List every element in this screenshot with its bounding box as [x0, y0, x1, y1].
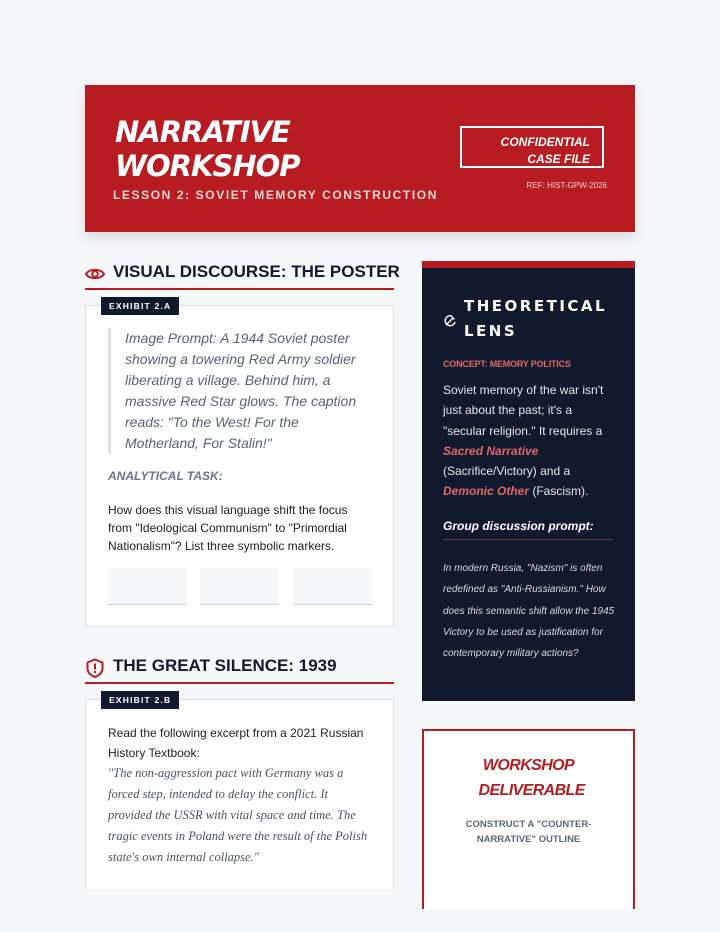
- lens-body-part-1: Soviet memory of the war isn't just about the past; it's a "secular religion." It requires a: [443, 383, 604, 438]
- hammer-sickle-icon: [443, 314, 457, 328]
- workshop-deliverable-card: [422, 729, 635, 909]
- textbook-excerpt: "The non-aggression pact with Germany was a forced step, intended to delay the conflict. It provided the USSR with vital space and time. The tragic events in Poland were the result of the Polish state's own internal collapse.": [108, 766, 368, 864]
- lens-body-part-2: (Sacrifice/Victory) and a: [443, 464, 571, 479]
- textbook-exhibit-card: [85, 699, 394, 889]
- eye-icon: [85, 264, 105, 284]
- group-discussion-label: Group discussion prompt:: [443, 519, 613, 540]
- answer-field-1[interactable]: [108, 568, 187, 605]
- demonic-other-term: Demonic Other: [443, 484, 530, 499]
- page-title: NARRATIVE WORKSHOP: [115, 115, 300, 183]
- deliverable-title-text: WORKSHOP DELIVERABLE: [478, 757, 585, 799]
- lens-body-part-3: (Fascism).: [529, 484, 589, 499]
- poster-image-prompt: Image Prompt: A 1944 Soviet poster showing a towering Red Army soldier liberating a village. Behind him, a massive Red Star glows. The caption reads: "To the West! For the Motherland, For Stalin!": [108, 328, 370, 454]
- lesson-subtitle: LESSON 2: SOVIET MEMORY CONSTRUCTION: [113, 188, 438, 202]
- answer-field-3[interactable]: [293, 568, 372, 605]
- confidential-badge: CONFIDENTIAL CASE FILE: [460, 126, 604, 168]
- answer-field-2[interactable]: [200, 568, 279, 605]
- textbook-intro: Read the following excerpt from a 2021 Russian History Textbook:: [108, 726, 364, 760]
- alert-shield-icon: [85, 658, 105, 678]
- sacred-narrative-term: Sacred Narrative: [443, 443, 539, 458]
- exhibit-badge-2a: EXHIBIT 2.A: [101, 297, 179, 315]
- deliverable-subtitle: CONSTRUCT A "COUNTER-NARRATIVE" OUTLINE: [465, 819, 592, 845]
- reference-code: REF: HIST-GPW-2026: [526, 181, 607, 190]
- analytical-task-label: ANALYTICAL TASK:: [108, 469, 223, 483]
- visual-section-title: VISUAL DISCOURSE: THE POSTER: [113, 262, 400, 281]
- deliverable-title: [424, 753, 633, 803]
- header-banner: [85, 85, 635, 232]
- lens-title: THEORETICAL LENS: [464, 297, 608, 340]
- poster-exhibit-card: [85, 305, 394, 627]
- analytical-task-text: How does this visual language shift the focus from "Ideological Communism" to "Primordial Nationalism"? List three symbolic markers.: [108, 503, 348, 553]
- lens-body-text: [443, 380, 618, 502]
- silence-section-title: THE GREAT SILENCE: 1939: [113, 656, 337, 675]
- visual-section-heading: [85, 262, 400, 290]
- concept-label: CONCEPT: MEMORY POLITICS: [443, 359, 571, 369]
- theoretical-lens-panel: [422, 261, 635, 701]
- silence-section-heading: [85, 656, 394, 684]
- group-discussion-text: In modern Russia, "Nazism" is often redefined as "Anti-Russianism." How does this semantic shift allow the 1945 Victory to be used as justification for contemporary military actions?: [443, 563, 615, 660]
- exhibit-badge-2b: EXHIBIT 2.B: [101, 691, 179, 709]
